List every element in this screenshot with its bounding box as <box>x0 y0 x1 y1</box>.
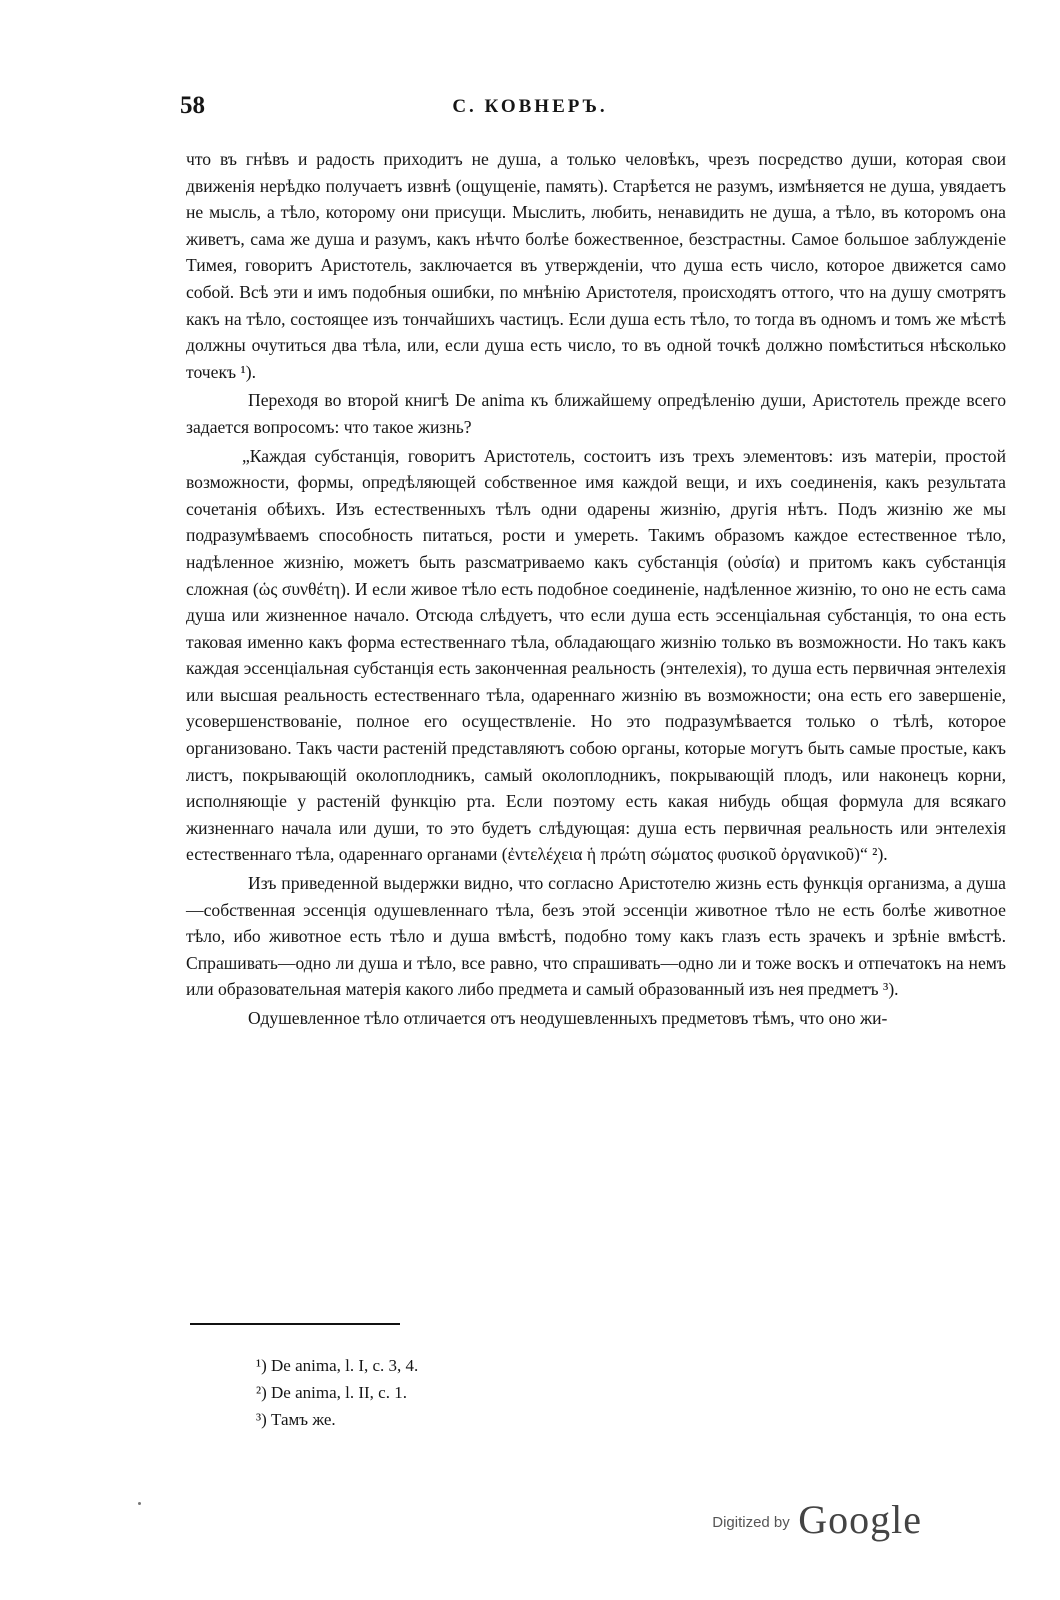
digitized-watermark <box>712 1496 922 1543</box>
paragraph: Изъ приведенной выдержки видно, что согласно Аристотелю жизнь есть функція организма, а душа—собственная эссенція одушевленнаго тѣла, безъ этой эссенціи животное тѣло не есть болѣе животное тѣло, ибо животное есть тѣло и душа вмѣстѣ, подобно тому какъ глазъ есть зрачекъ и зрѣніе вмѣстѣ. Спрашивать—одно ли душа и тѣло, все равно, что спрашивать—одно ли и тоже воскъ и отпечатокъ на немъ или образовательная матерія какого либо предмета и самый образованный изъ нея предметъ ³). <box>186 873 1006 1000</box>
footnotes <box>256 1352 418 1433</box>
digitized-label: Digitized by <box>712 1514 790 1531</box>
paragraph: что въ гнѣвъ и радость приходитъ не душа, а только человѣкъ, чрезъ посредство души, которая свои движенія нерѣдко получаетъ извнѣ (ощущеніе, память). Старѣется не разумъ, измѣняется не душа, увядаетъ не мысль, а тѣло, которому они присущи. Мыслить, любить, ненавидить не душа, а тѣло, въ которомъ она живетъ, сама же душа и разумъ, какъ нѣчто болѣе божественное, безстрастны. Самое большое заблужденіе Тимея, говоритъ Аристотель, заключается въ утвержденіи, что душа есть число, которое движется само собой. Всѣ эти и имъ подобныя ошибки, по мнѣнію Аристотеля, происходятъ оттого, что на душу смотрятъ какъ на тѣло, состоящее изъ тончайшихъ частицъ. Если душа есть тѣло, то тогда въ одномъ и томъ же мѣстѣ должны очутиться два тѣла, или, если душа есть число, то въ одной точкѣ должно помѣститься нѣсколько точекъ ¹). <box>186 149 1006 382</box>
paragraph: Одушевленное тѣло отличается отъ неодушевленныхъ предметовъ тѣмъ, что оно жи- <box>248 1008 888 1028</box>
footnote: ³) Тамъ же. <box>256 1410 336 1429</box>
google-logo: Google <box>798 1497 922 1542</box>
footnote: ¹) De anima, l. I, c. 3, 4. <box>256 1356 419 1375</box>
footnote-separator <box>190 1323 400 1325</box>
page-number: 58 <box>180 92 205 119</box>
footnote: ²) De anima, l. II, c. 1. <box>256 1383 407 1402</box>
main-text <box>186 146 1006 1032</box>
running-title: С. КОВНЕРЪ. <box>452 96 608 117</box>
scan-speck <box>138 1502 141 1505</box>
paragraph-quote: „Каждая субстанція, говоритъ Аристотель, состоитъ изъ трехъ элементовъ: изъ матеріи, простой возможности, формы, опредѣляющей собственное имя каждой вещи, и ихъ соединенія, какъ результата сочетанія обѣихъ. Изъ естественныхъ тѣлъ одни одарены жизнію, другія нѣтъ. Подъ жизнію же мы подразумѣваемъ способность питаться, рости и умереть. Такимъ образомъ каждое естественное тѣло, надѣленное жизнію, можетъ быть разсматриваемо какъ субстанція (οὐσία) и притомъ какъ субстанція сложная (ὡς συνθέτη). И если живое тѣло есть подобное соединеніе, надѣленное жизнію, то оно не есть сама душа или жизненное начало. Отсюда слѣдуетъ, что если душа есть эссенціальная субстанція, то она есть таковая именно какъ форма естественнаго тѣла, обладающаго жизнію только въ возможности. Но такъ какъ каждая эссенціальная субстанція есть законченная реальность (энтелехія), то душа есть первичная энтелехія или высшая реальность естественнаго тѣла, одареннаго жизнію въ возможности; она есть его завершеніе, усовершенствованіе, полное его осуществленіе. Но это подразумѣвается только о тѣлѣ, которое организовано. Такъ части растеній представляютъ собою органы, которые могутъ быть самые простые, какъ листъ, покрывающій околоплодникъ, самый околоплодникъ, покрывающій плодъ, или наконецъ корни, исполняющіе у растеній функцію рта. Если поэтому есть какая нибудь общая формула для всякаго жизненнаго начала или души, то это будетъ слѣдующая: душа есть первичная реальность или энтелехія естественнаго тѣла, одареннаго органами (ἐντελέχεια ἡ πρώτη σώματος φυσικοῦ ὀργανικοῦ)“ ²). <box>186 445 1006 865</box>
paragraph: Переходя во второй книгѣ De anima къ ближайшему опредѣленію души, Аристотель прежде всего задается вопросомъ: что такое жизнь? <box>186 390 1006 437</box>
